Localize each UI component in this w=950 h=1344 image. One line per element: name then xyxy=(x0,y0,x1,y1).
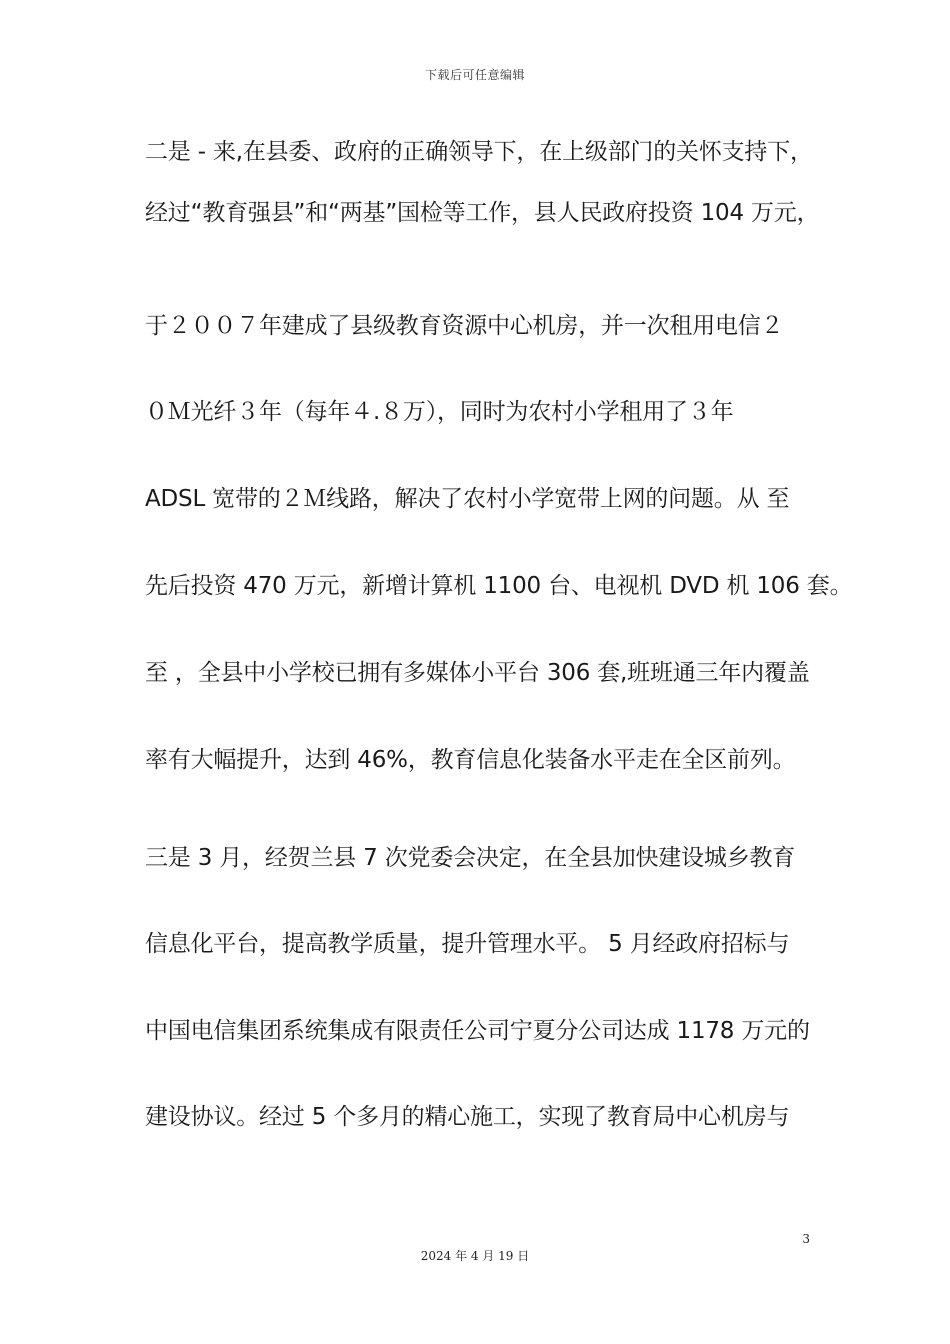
paragraph-line: 三是 3 月，经贺兰县 7 次党委会决定，在全县加快建设城乡教育 xyxy=(145,845,796,871)
paragraph-line: 经过“教育强县”和“两基”国检等工作，县人民政府投资 104 万元， xyxy=(145,200,820,226)
paragraph-line: ADSL 宽带的２Ｍ线路，解决了农村小学宽带上网的问题。从 至 xyxy=(145,486,790,512)
page-header: 下载后可任意编辑 xyxy=(424,68,525,82)
paragraph-line: 先后投资 470 万元，新增计算机 1100 台、电视机 DVD 机 106 套。 xyxy=(145,573,853,599)
paragraph-line: 中国电信集团系统集成有限责任公司宁夏分公司达成 1178 万元的 xyxy=(145,1018,810,1044)
paragraph-line: ０Ｍ光纤３年（每年４.８万），同时为农村小学租用了３年 xyxy=(145,399,734,425)
paragraph-line: 建设协议。经过 5 个多月的精心施工，实现了教育局中心机房与 xyxy=(145,1104,790,1130)
paragraph-line: 至 ，全县中小学校已拥有多媒体小平台 306 套,班班通三年内覆盖 xyxy=(145,660,810,686)
paragraph-line: 二是 - 来,在县委、政府的正确领导下，在上级部门的关怀支持下， xyxy=(145,139,813,165)
paragraph-line: 信息化平台，提高教学质量，提升管理水平。 5 月经政府招标与 xyxy=(145,931,790,957)
page-footer-date: 2024 年 4 月 19 日 xyxy=(420,1249,530,1263)
paragraph-line: 率有大幅提升，达到 46%，教育信息化装备水平走在全区前列。 xyxy=(145,747,796,773)
page-number: 3 xyxy=(802,1232,810,1246)
paragraph-line: 于２００７年建成了县级教育资源中心机房，并一次租用电信２ xyxy=(145,313,784,339)
